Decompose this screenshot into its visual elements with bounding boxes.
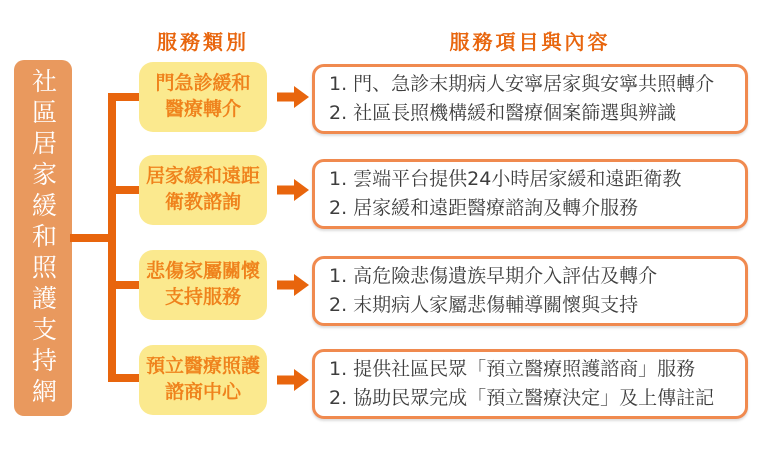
connector-branch-2 [108,186,139,194]
category-box-1 [139,62,267,132]
connector-branch-3 [108,281,139,289]
category-box-4-line-1: 預立醫療照護 [145,355,260,378]
content-box-4-item-1: 1. 提供社區民眾「預立醫療照護諮商」服務 [329,357,696,380]
category-box-2-line-2: 衛教諮詢 [164,191,241,213]
connector-branch-4 [108,374,139,382]
right-arrow-icon [277,369,309,391]
category-box-3 [139,250,267,320]
content-box-2 [312,159,748,229]
connector-root-stub [70,234,112,242]
content-box-1-item-2: 2. 社區長照機構緩和醫療個案篩選與辨識 [329,101,677,124]
right-arrow-icon [277,179,309,201]
connector-trunk [108,93,116,382]
root-label: 社區居家緩和照護支持網 [28,67,58,409]
category-box-2-line-1: 居家緩和遠距 [145,165,260,188]
content-box-2-item-1: 1. 雲端平台提供24小時居家緩和遠距衛教 [329,167,682,190]
content-box-3-item-2: 2. 末期病人家屬悲傷輔導關懷與支持 [329,293,639,316]
content-box-4-item-2: 2. 協助民眾完成「預立醫療決定」及上傳註記 [329,386,715,409]
right-arrow-icon [277,274,309,296]
content-box-3 [312,256,748,326]
category-box-1-line-2: 醫療轉介 [164,98,241,120]
right-arrow-icon [277,86,309,108]
category-box-3-line-1: 悲傷家屬關懷 [145,260,260,283]
column-header-category: 服務類別 [157,30,249,54]
category-box-3-line-2: 支持服務 [164,286,241,308]
category-box-4 [139,345,267,415]
column-header-content: 服務項目與內容 [449,30,611,54]
root-node [14,60,72,416]
content-box-2-item-2: 2. 居家緩和遠距醫療諮詢及轉介服務 [329,196,639,219]
content-box-3-item-1: 1. 高危險悲傷遺族早期介入評估及轉介 [329,264,658,287]
content-box-1 [312,64,748,134]
connector-branch-1 [108,93,139,101]
content-box-4 [312,349,748,419]
content-box-1-item-1: 1. 門、急診末期病人安寧居家與安寧共照轉介 [329,72,715,95]
category-box-4-line-2: 諮商中心 [164,381,241,403]
category-box-2 [139,155,267,225]
category-box-1-line-1: 門急診緩和 [155,72,251,95]
